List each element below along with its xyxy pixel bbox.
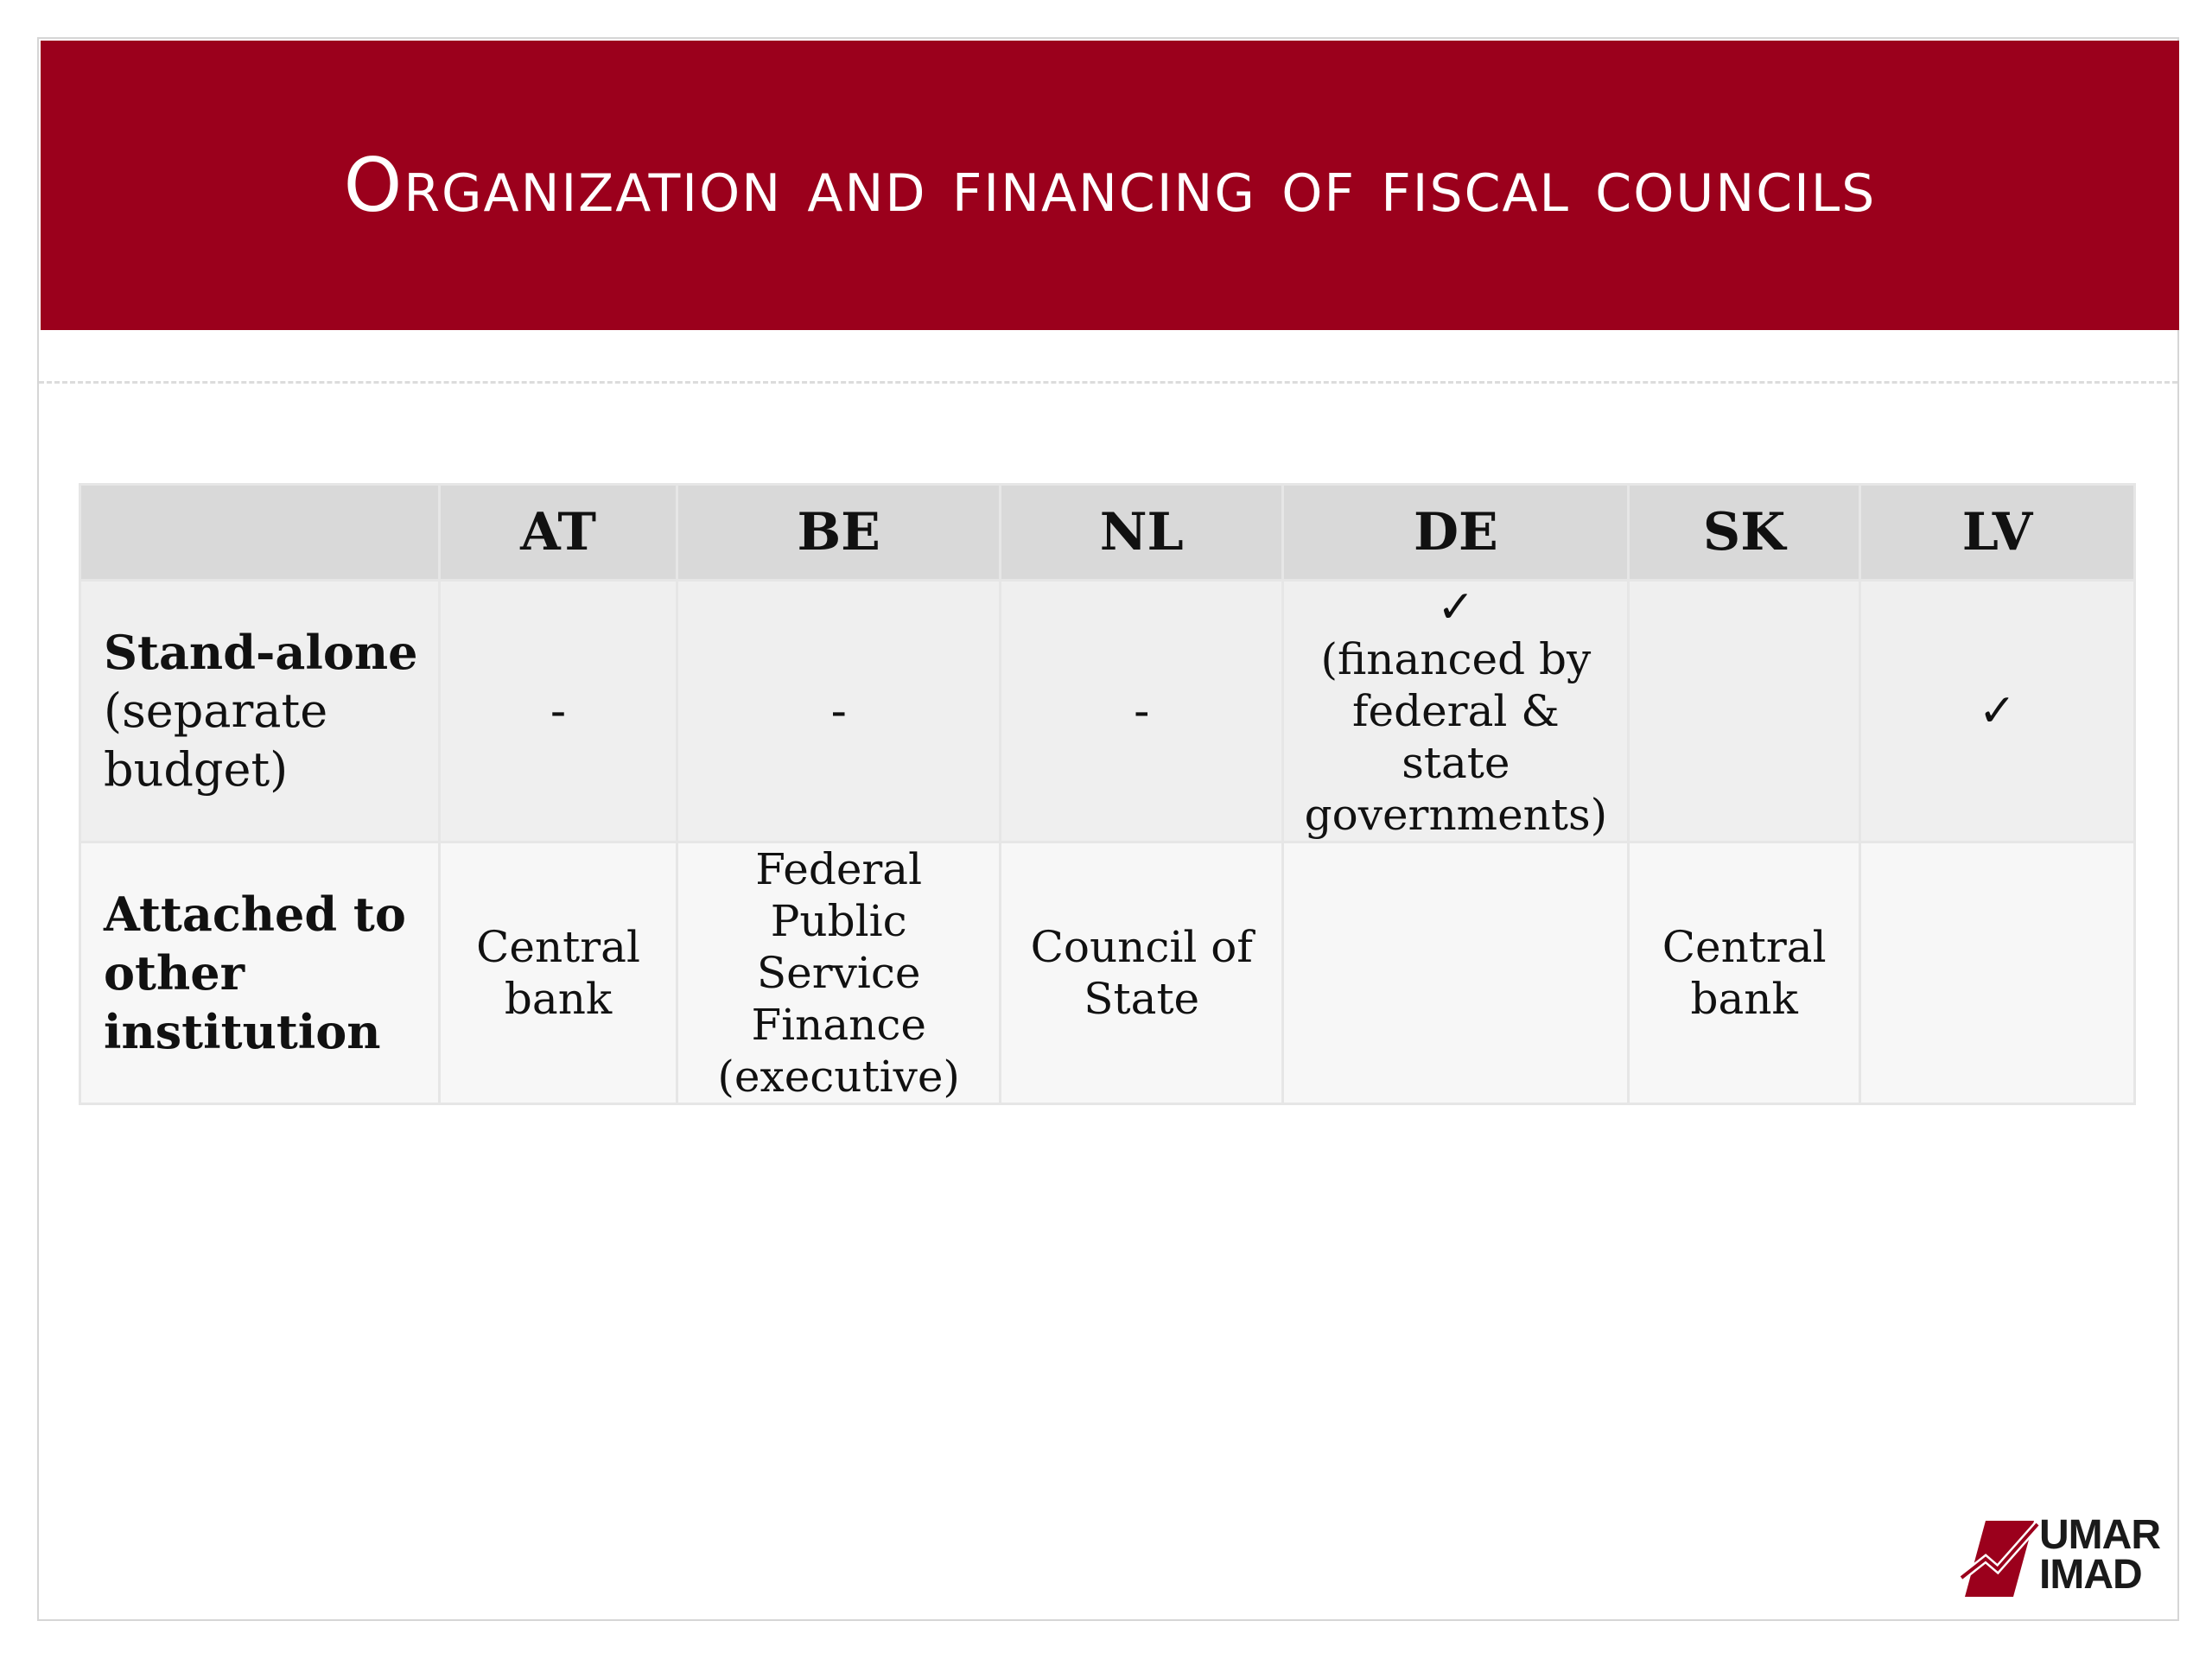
table-cell [1629,842,1860,1104]
title-bar [41,41,2179,330]
column-header-nl: NL [1001,485,1283,581]
cell-text: Central bank [1662,922,1827,1024]
table-row [80,842,2135,1104]
column-header [80,485,440,581]
table-cell [1860,842,2135,1104]
table-cell [1001,581,1283,842]
cell-text: Central bank [476,922,640,1024]
logo-line-1: UMAR [2039,1512,2160,1558]
table-row [80,581,2135,842]
row-header [80,842,440,1104]
column-header-sk: SK [1629,485,1860,581]
cell-text: Federal Public Service Finance (executive) [717,844,960,1102]
row-sublabel: (separate budget) [104,683,328,797]
row-label: Stand-alone [104,625,418,680]
divider [39,381,2177,384]
cell-text: - [550,683,567,738]
comparison-table [79,483,2136,1105]
table-cell [1629,581,1860,842]
umar-imad-logo [1960,1512,2160,1602]
table-cell [1001,842,1283,1104]
check-icon: ✓ [1978,685,2017,737]
cell-text: - [830,683,847,738]
logo-mark-icon [1960,1516,2043,1602]
logo-line-2: IMAD [2039,1552,2142,1598]
table-cell [677,842,1001,1104]
table-cell [1283,842,1629,1104]
slide-title: Organization and financing of fiscal councils [343,142,1877,229]
slide [37,37,2179,1621]
column-header-be: BE [677,485,1001,581]
column-header-de: DE [1283,485,1629,581]
table-cell [439,581,677,842]
table-header-row [80,485,2135,581]
column-header-lv: LV [1860,485,2135,581]
table-cell [677,581,1001,842]
column-header-at: AT [439,485,677,581]
table-cell [439,842,677,1104]
cell-text: Council of State [1030,922,1253,1024]
table-cell [1283,581,1629,842]
table-cell [1860,581,2135,842]
check-icon: ✓ [1437,582,1475,633]
row-label: Attached to other institution [104,887,406,1059]
cell-text: (financed by federal & state governments) [1304,634,1608,840]
cell-text: - [1134,683,1150,738]
row-header [80,581,440,842]
logo-text [2039,1512,2160,1598]
